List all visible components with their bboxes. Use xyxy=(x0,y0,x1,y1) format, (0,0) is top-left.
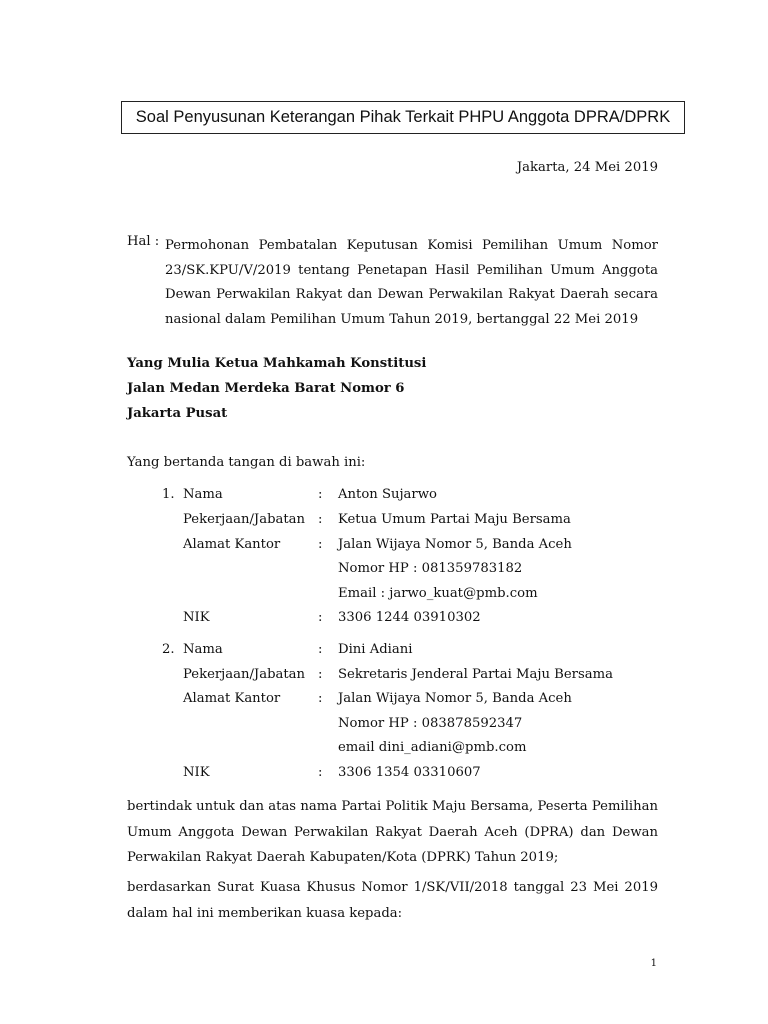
phone-value: Nomor HP : 083878592347 xyxy=(338,716,523,731)
colon: : xyxy=(318,537,323,552)
document-title: Soal Penyusunan Keterangan Pihak Terkait PHPU Anggota DPRA/DPRK xyxy=(121,101,685,134)
name-label: Nama xyxy=(183,642,223,657)
person-2-name-row xyxy=(0,642,768,664)
nik-value: 3306 1354 03310607 xyxy=(338,765,481,780)
address-value: Jalan Wijaya Nomor 5, Banda Aceh xyxy=(338,691,572,706)
person-1-address-row xyxy=(0,537,768,559)
email-value: email dini_adiani@pmb.com xyxy=(338,740,527,755)
intro-text: Yang bertanda tangan di bawah ini: xyxy=(127,455,366,470)
person-2-nik-row xyxy=(0,765,768,787)
person-2-address-row xyxy=(0,691,768,713)
addressee-line-2: Jalan Medan Merdeka Barat Nomor 6 xyxy=(127,381,405,396)
person-1-job-row xyxy=(0,512,768,534)
colon: : xyxy=(318,691,323,706)
person-2-phone-row xyxy=(0,716,768,738)
letter-date: Jakarta, 24 Mei 2019 xyxy=(516,160,658,175)
person-number: 2. xyxy=(162,642,175,657)
job-value: Ketua Umum Partai Maju Bersama xyxy=(338,512,571,527)
nik-label: NIK xyxy=(183,610,210,625)
representation-paragraph: bertindak untuk dan atas nama Partai Politik Maju Bersama, Peserta Pemilihan Umum Anggota Dewan Perwakilan Rakyat Daerah Aceh (DPRA) dan Dewan Perwakilan Rakyat Daerah Kabupaten/Kota (DPRK) Tahun 2019; xyxy=(127,799,658,865)
name-value: Dini Adiani xyxy=(338,642,413,657)
job-value: Sekretaris Jenderal Partai Maju Bersama xyxy=(338,667,613,682)
job-label: Pekerjaan/Jabatan xyxy=(183,667,306,682)
colon: : xyxy=(318,610,323,625)
colon: : xyxy=(318,642,323,657)
addressee-line-3: Jakarta Pusat xyxy=(127,406,228,421)
name-label: Nama xyxy=(183,487,223,502)
colon: : xyxy=(318,512,323,527)
nik-value: 3306 1244 03910302 xyxy=(338,610,481,625)
address-value: Jalan Wijaya Nomor 5, Banda Aceh xyxy=(338,537,572,552)
person-1-nik-row xyxy=(0,610,768,632)
email-value: Email : jarwo_kuat@pmb.com xyxy=(338,586,538,601)
colon: : xyxy=(318,667,323,682)
addressee-line-1: Yang Mulia Ketua Mahkamah Konstitusi xyxy=(127,356,427,371)
subject-text: Permohonan Pembatalan Keputusan Komisi Pemilihan Umum Nomor 23/SK.KPU/V/2019 tentang Penetapan Hasil Pemilihan Umum Anggota Dewan Perwakilan Rakyat dan Dewan Perwakilan Rakyat Daerah secara nasional dalam Pemilihan Umum Tahun 2019, bertanggal 22 Mei 2019 xyxy=(165,238,658,327)
phone-value: Nomor HP : 081359783182 xyxy=(338,561,523,576)
address-label: Alamat Kantor xyxy=(183,691,281,706)
power-of-attorney-paragraph: berdasarkan Surat Kuasa Khusus Nomor 1/SK/VII/2018 tanggal 23 Mei 2019 dalam hal ini memberikan kuasa kepada: xyxy=(127,880,658,921)
colon: : xyxy=(318,487,323,502)
person-1-name-row xyxy=(0,487,768,509)
person-1-email-row xyxy=(0,586,768,608)
colon: : xyxy=(318,765,323,780)
subject-label: Hal : xyxy=(127,234,160,249)
nik-label: NIK xyxy=(183,765,210,780)
page-number: 1 xyxy=(650,958,657,969)
person-number: 1. xyxy=(162,487,175,502)
person-1-phone-row xyxy=(0,561,768,583)
person-2-email-row xyxy=(0,740,768,762)
job-label: Pekerjaan/Jabatan xyxy=(183,512,306,527)
address-label: Alamat Kantor xyxy=(183,537,281,552)
person-2-job-row xyxy=(0,667,768,689)
name-value: Anton Sujarwo xyxy=(338,487,437,502)
